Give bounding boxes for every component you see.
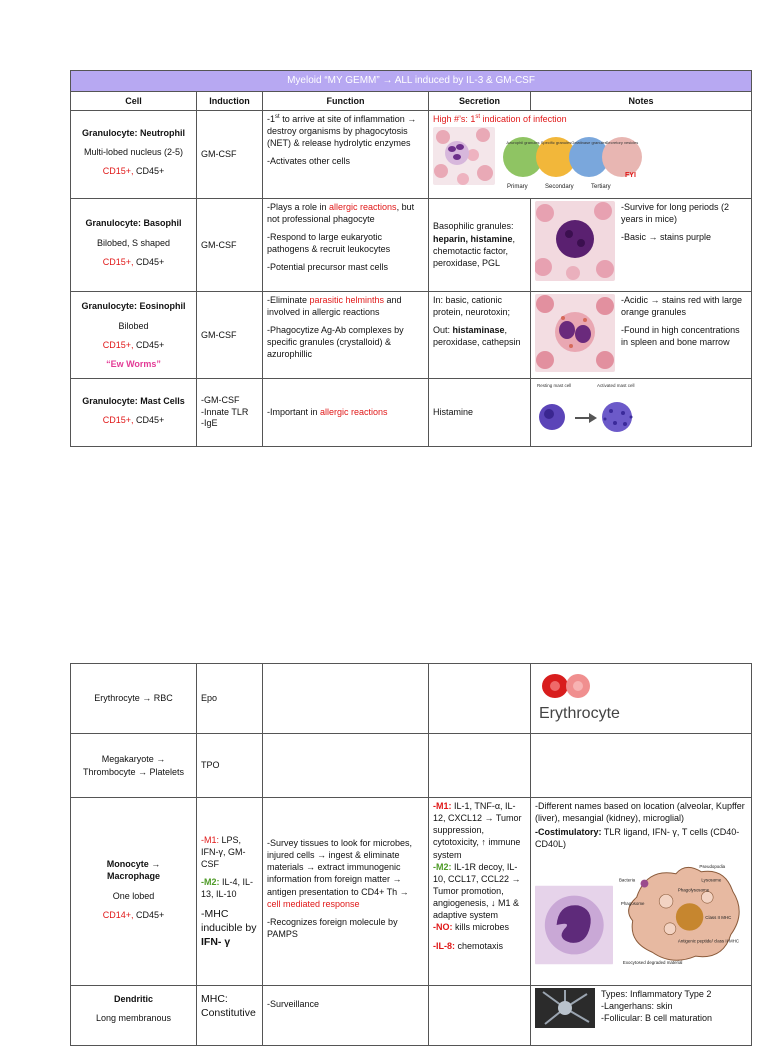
granule-label-tertiary: Tertiary xyxy=(591,183,611,190)
table-row-neutrophil xyxy=(71,110,752,198)
neutrophil-granules-diagram xyxy=(503,127,653,191)
monocyte-desc: One lobed xyxy=(112,890,155,901)
resting-mast-label: Resting mast cell xyxy=(537,382,572,388)
mast-cell-image xyxy=(535,381,645,439)
diagram-label-lysosome: Lysosome xyxy=(701,877,722,883)
monocyte-notes xyxy=(531,798,752,986)
monocyte-smear-image xyxy=(535,885,613,965)
mast-name-cell xyxy=(71,378,197,446)
mast-cd: CD15+, CD45+ xyxy=(102,414,165,425)
macrophage-phagocytosis-diagram xyxy=(617,857,747,969)
header-secretion: Secretion xyxy=(429,91,531,110)
mast-induction: -GM-CSF -Innate TLR -IgE xyxy=(197,378,263,446)
monocyte-function: -Survey tissues to look for microbes, injured cells → ingest & eliminate materials → extract immunogenic information from foreign matter → antigen presentation to CD4+ Th → cell mediated response -Recognizes foreign molecule by PAMPS xyxy=(263,798,429,986)
diagram-label-class-ii-mhc: Class II MHC xyxy=(705,914,732,920)
dendritic-name: Dendritic xyxy=(113,994,153,1004)
eosinophil-name-cell xyxy=(71,291,197,378)
megakaryote-induction: TPO xyxy=(197,734,263,798)
erythrocyte-notes xyxy=(531,664,752,734)
megakaryote-function xyxy=(263,734,429,798)
erythrocyte-induction: Epo xyxy=(197,664,263,734)
eosinophil-function: -Eliminate parasitic helminths and involved in allergic reactions -Phagocytize Ag-Ab complexes by specific granules (crystalloid) & azurophillic xyxy=(263,291,429,378)
dendritic-note-3: -Follicular: B cell maturation xyxy=(601,1013,713,1024)
neutrophil-name-cell xyxy=(71,110,197,198)
erythrocyte-function xyxy=(263,664,429,734)
granule-title-4: Secretory vesicles xyxy=(605,139,639,145)
mast-name: Granulocyte: Mast Cells xyxy=(82,395,185,406)
eosinophil-mnemonic: “Ew Worms” xyxy=(106,358,161,369)
mast-function: -Important in allergic reactions xyxy=(263,378,429,446)
monocyte-name-cell xyxy=(71,798,197,986)
diagram-label-exocytosed: Exocytosed degraded material xyxy=(623,959,683,965)
neutrophil-cd: CD15+, CD45+ xyxy=(102,166,165,177)
eosinophil-induction: GM-CSF xyxy=(197,291,263,378)
dendritic-note-2: -Langerhans: skin xyxy=(601,1001,673,1012)
dendritic-note-1: Types: Inflammatory Type 2 xyxy=(601,989,712,999)
granule-title-1: Azurophil granules xyxy=(506,139,540,145)
header-notes: Notes xyxy=(531,91,752,110)
myeloid-table xyxy=(70,70,752,447)
dendritic-notes xyxy=(531,986,752,1046)
eosinophil-cd: CD15+, CD45+ xyxy=(102,339,165,350)
neutrophil-secretion: High #’s: 1st indication of infection xyxy=(433,113,567,124)
monocyte-cd: CD14+, CD45+ xyxy=(102,909,165,920)
diagram-label-phagosome: Phagosome xyxy=(621,900,645,906)
dendritic-secretion xyxy=(429,986,531,1046)
dendritic-cell-image xyxy=(535,988,595,1028)
table-row-mast-cells xyxy=(71,378,752,446)
header-induction: Induction xyxy=(197,91,263,110)
table-title: Myeloid “MY GEMM” → ALL induced by IL-3 & GM-CSF xyxy=(71,71,752,92)
granule-label-primary: Primary xyxy=(507,183,528,190)
eosinophil-name: Granulocyte: Eosinophil xyxy=(81,301,186,312)
megakaryote-secretion xyxy=(429,734,531,798)
basophil-desc: Bilobed, S shaped xyxy=(96,237,171,248)
dendritic-name-cell xyxy=(71,986,197,1046)
basophil-secretion: Basophilic granules: heparin, histamine, chemotactic factor, peroxidase, PGL xyxy=(429,198,531,291)
basophil-note-2: -Basic → stains purple xyxy=(621,231,712,242)
erythrocyte-image xyxy=(535,666,645,724)
dendritic-induction: MHC: Constitutive xyxy=(197,986,263,1046)
mast-notes xyxy=(531,378,752,446)
table-row-megakaryote xyxy=(71,734,752,798)
header-function: Function xyxy=(263,91,429,110)
dendritic-desc: Long membranous xyxy=(95,1013,172,1024)
megakaryote-name: Megakaryote → Thrombocyte → Platelets xyxy=(71,734,197,798)
basophil-name-cell xyxy=(71,198,197,291)
basophil-induction: GM-CSF xyxy=(197,198,263,291)
monocyte-induction: -M1: LPS, IFN-γ, GM-CSF -M2: IL-4, IL-13, IL-10 -MHC inducible by IFN- γ xyxy=(197,798,263,986)
fyi-label: FYI xyxy=(625,171,636,179)
eosinophil-smear-image xyxy=(535,294,615,372)
neutrophil-function: -1st to arrive at site of inflammation → destroy organisms by phagocytosis (NET) & release hydrolytic enzymes -Activates other cells xyxy=(263,110,429,198)
neutrophil-induction: GM-CSF xyxy=(197,110,263,198)
granule-label-secondary: Secondary xyxy=(545,183,574,190)
erythrocyte-image-label: Erythrocyte xyxy=(539,705,620,722)
granule-title-3: Gelatinase granules xyxy=(571,139,607,145)
monocyte-note-2: -Costimulatory: TLR ligand, IFN- γ, T cells (CD40-CD40L) xyxy=(535,827,740,850)
monocyte-note-1: -Different names based on location (alveolar, Kupffer (liver), mesangial (kidney), microglial) xyxy=(535,801,745,824)
basophil-smear-image xyxy=(535,201,615,281)
mast-secretion: Histamine xyxy=(429,378,531,446)
table-row-dendritic xyxy=(71,986,752,1046)
table-row-basophil xyxy=(71,198,752,291)
table-row-eosinophil xyxy=(71,291,752,378)
eosinophil-secretion: In: basic, cationic protein, neurotoxin; Out: histaminase, peroxidase, cathepsin xyxy=(429,291,531,378)
monocyte-name: Monocyte → Macrophage xyxy=(106,859,161,882)
eosinophil-note-1: -Acidic → stains red with large orange granules xyxy=(621,294,743,317)
eosinophil-desc: Bilobed xyxy=(118,320,149,331)
basophil-name: Granulocyte: Basophil xyxy=(85,218,182,229)
erythroid-monocyte-table xyxy=(70,663,752,1046)
neutrophil-name: Granulocyte: Neutrophil xyxy=(81,127,185,138)
dendritic-function: -Surveillance xyxy=(263,986,429,1046)
megakaryote-notes xyxy=(531,734,752,798)
basophil-cd: CD15+, CD45+ xyxy=(102,256,165,267)
granule-title-2: Specific granules xyxy=(540,139,572,145)
basophil-function: -Plays a role in allergic reactions, but not professional phagocyte -Respond to large eukaryotic pathogens & recruit leukocytes -Potential precursor mast cells xyxy=(263,198,429,291)
neutrophil-desc: Multi-lobed nucleus (2-5) xyxy=(83,147,184,158)
erythrocyte-secretion xyxy=(429,664,531,734)
diagram-label-pseudopodia: Pseudopodia xyxy=(699,863,726,869)
eosinophil-note-2: -Found in high concentrations in spleen and bone marrow xyxy=(621,324,740,348)
basophil-note-1: -Survive for long periods (2 years in mice) xyxy=(621,201,730,224)
neutrophil-secretion-notes xyxy=(429,110,752,198)
diagram-label-bacteria: Bacteria xyxy=(619,877,636,883)
diagram-label-antigenic-peptide: Antigenic peptide/ class II MHC xyxy=(678,937,740,943)
table-row-monocyte xyxy=(71,798,752,986)
neutrophil-smear-image xyxy=(433,127,495,185)
table-row-erythrocyte xyxy=(71,664,752,734)
monocyte-secretion: -M1: IL-1, TNF-α, IL-12, CXCL12 → Tumor suppression, cytotoxicity, ↑ immune system -M2: IL-1R decoy, IL-10, CCL17, CCL22 → Tumor promotion, angiogenesis, ↓ M1 & adaptive system -NO: kills microbes -IL-8: chemotaxis xyxy=(429,798,531,986)
eosinophil-notes xyxy=(531,291,752,378)
erythrocyte-name: Erythrocyte → RBC xyxy=(71,664,197,734)
activated-mast-label: Activated mast cell xyxy=(597,382,635,388)
diagram-label-phagolysosome: Phagolysosome xyxy=(678,886,710,892)
basophil-notes xyxy=(531,198,752,291)
header-cell: Cell xyxy=(71,91,197,110)
